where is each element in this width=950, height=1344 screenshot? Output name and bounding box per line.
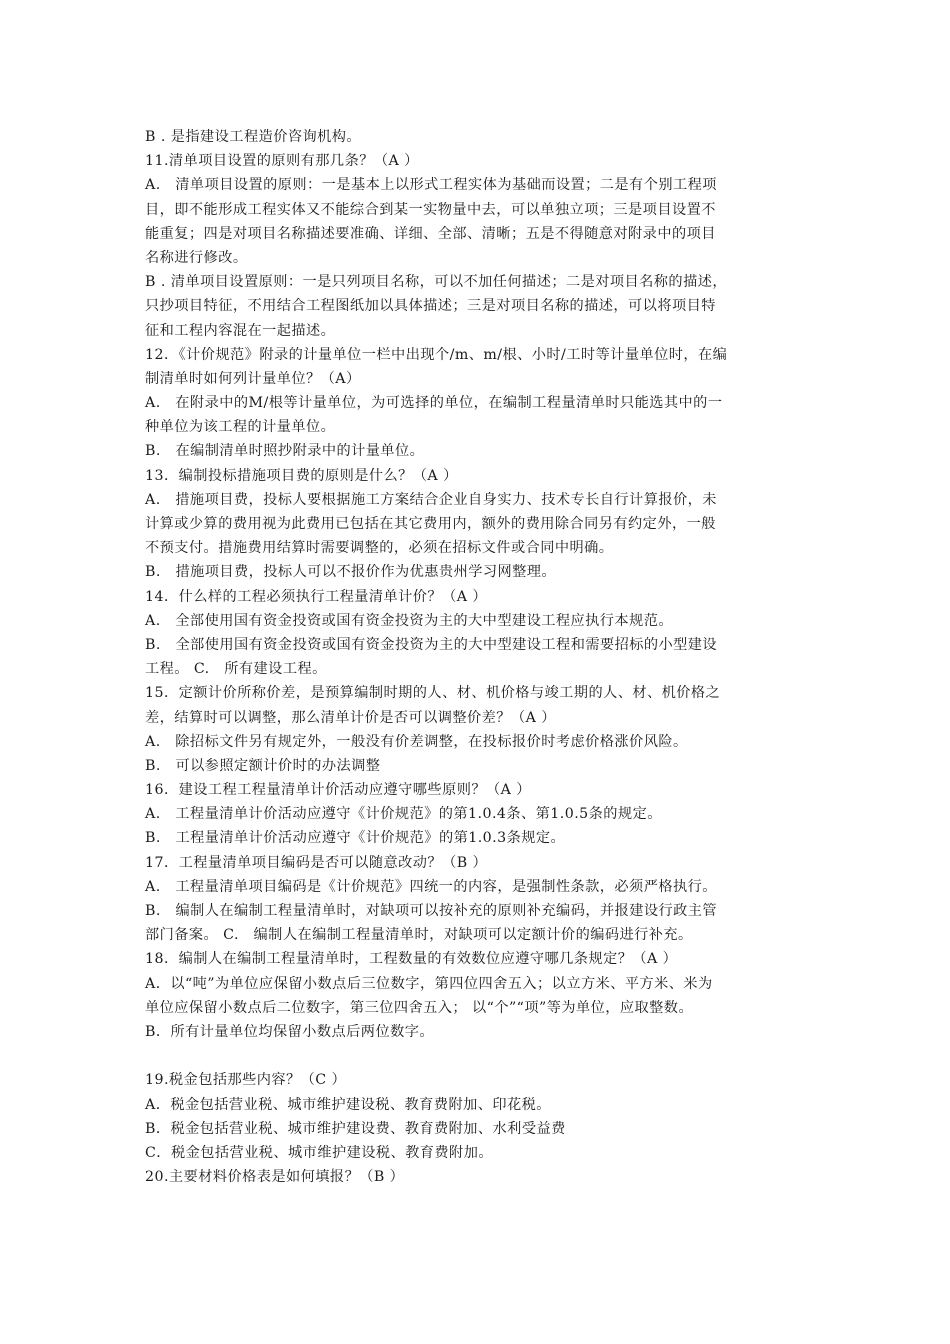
blank-line (145, 1044, 805, 1068)
answer-option-continued: 名称进行修改。 (145, 249, 248, 266)
question-19: 19.税金包括那些内容？（C ） (145, 1072, 347, 1089)
question-16: 16．建设工程工程量清单计价活动应遵守哪些原则？（A ） (145, 782, 531, 799)
answer-option: B．税金包括营业税、城市维护建设费、教育费附加、水利受益费 (145, 1120, 566, 1137)
answer-option: A. 除招标文件另有规定外，一般没有价差调整，在投标报价时考虑价格涨价风险。 (145, 733, 688, 750)
answer-option: B. 可以参照定额计价时的办法调整 (145, 757, 381, 774)
answer-option: A．以“吨”为单位应保留小数点后三位数字，第四位四舍五入；以立方米、平方米、米为 (145, 975, 713, 992)
answer-option: A．税金包括营业税、城市维护建设税、教育费附加、印花税。 (145, 1096, 551, 1113)
answer-option: B. 在编制清单时照抄附录中的计量单位。 (145, 443, 425, 460)
answer-option-continued: 单位应保留小数点后二位数字，第三位四舍五入； 以“个”“项”等为单位，应取整数。 (145, 999, 694, 1016)
question-13: 13．编制投标措施项目费的原则是什么？（A ） (145, 467, 458, 484)
question-continued: 差，结算时可以调整，那么清单计价是否可以调整价差？（A ） (145, 709, 556, 726)
question-12: 12．《计价规范》附录的计量单位一栏中出现个/m、m/根、小时/工时等计量单位时，在编 (145, 346, 728, 363)
answer-option: A. 工程量清单计价活动应遵守《计价规范》的第1.0.4条、第1.0.5条的规定。 (145, 806, 662, 823)
question-20: 20.主要材料价格表是如何填报？（B ） (145, 1169, 405, 1186)
answer-option-continued: 目，即不能形成工程实体又不能综合到某一实物量中去，可以单独立项；三是项目设置不 (145, 201, 716, 218)
answer-option-continued: 能重复；四是对项目名称描述要准确、详细、全部、清晰；五是不得随意对附录中的项目 (145, 225, 716, 242)
answer-option: B . 清单项目设置原则：一是只列项目名称，可以不加任何描述；二是对项目名称的描述， (145, 274, 727, 291)
answer-option: A. 措施项目费，投标人要根据施工方案结合企业自身实力、技术专长自行计算报价，未 (145, 491, 717, 508)
answer-option: B．所有计量单位均保留小数点后两位数字。 (145, 1023, 434, 1040)
question-15: 15．定额计价所称价差，是预算编制时期的人、材、机价格与竣工期的人、材、机价格之 (145, 685, 721, 702)
answer-option: B. 全部使用国有资金投资或国有资金投资为主的大中型建设工程和需要招标的小型建设 (145, 636, 718, 653)
answer-option: B. 编制人在编制工程量清单时，对缺项可以按补充的原则补充编码，并报建设行政主管 (145, 903, 718, 919)
answer-option: A. 清单项目设置的原则：一是基本上以形式工程实体为基础而设置；二是有个别工程项 (145, 177, 717, 194)
question-18: 18．编制人在编制工程量清单时，工程数量的有效数位应遵守哪几条规定？（A ） (145, 951, 678, 968)
question-continued: 制清单时如何列计量单位？（A） (145, 370, 361, 387)
answer-option-continued: 部门备案。 C. 编制人在编制工程量清单时，对缺项可以定额计价的编码进行补充。 (145, 927, 693, 944)
question-11: 11.清单项目设置的原则有那几条？（A ） (145, 153, 419, 170)
answer-option-continued: 不预支付。措施费用结算时需要调整的，必须在招标文件或合同中明确。 (145, 540, 614, 557)
answer-option: B . 是指建设工程造价咨询机构。 (145, 129, 362, 145)
answer-option-continued: 征和工程内容混在一起描述。 (145, 322, 336, 339)
answer-option-continued: 只抄项目特征，不用结合工程图纸加以具体描述；三是对项目名称的描述，可以将项目特 (145, 298, 716, 315)
answer-option-continued: 计算或少算的费用视为此费用已包括在其它费用内，额外的费用除合同另有约定外，一般 (145, 516, 716, 532)
answer-option: A. 全部使用国有资金投资或国有资金投资为主的大中型建设工程应执行本规范。 (145, 612, 673, 629)
document-body (145, 125, 805, 1189)
answer-option: B. 工程量清单计价活动应遵守《计价规范》的第1.0.3条规定。 (145, 830, 566, 847)
question-14: 14．什么样的工程必须执行工程量清单计价？（A ） (145, 588, 487, 605)
answer-option-continued: 工程。 C. 所有建设工程。 (145, 661, 327, 678)
question-17: 17．工程量清单项目编码是否可以随意改动？（B ） (145, 854, 488, 871)
answer-option-continued: 种单位为该工程的计量单位。 (145, 419, 336, 436)
answer-option: B. 措施项目费，投标人可以不报价作为优惠贵州学习网整理。 (145, 564, 557, 581)
answer-option: A. 工程量清单项目编码是《计价规范》四统一的内容，是强制性条款，必须严格执行。 (145, 878, 717, 895)
answer-option: C．税金包括营业税、城市维护建设税、教育费附加。 (145, 1144, 493, 1161)
answer-option: A. 在附录中的M/根等计量单位，为可选择的单位，在编制工程量清单时只能选其中的一 (145, 395, 723, 412)
